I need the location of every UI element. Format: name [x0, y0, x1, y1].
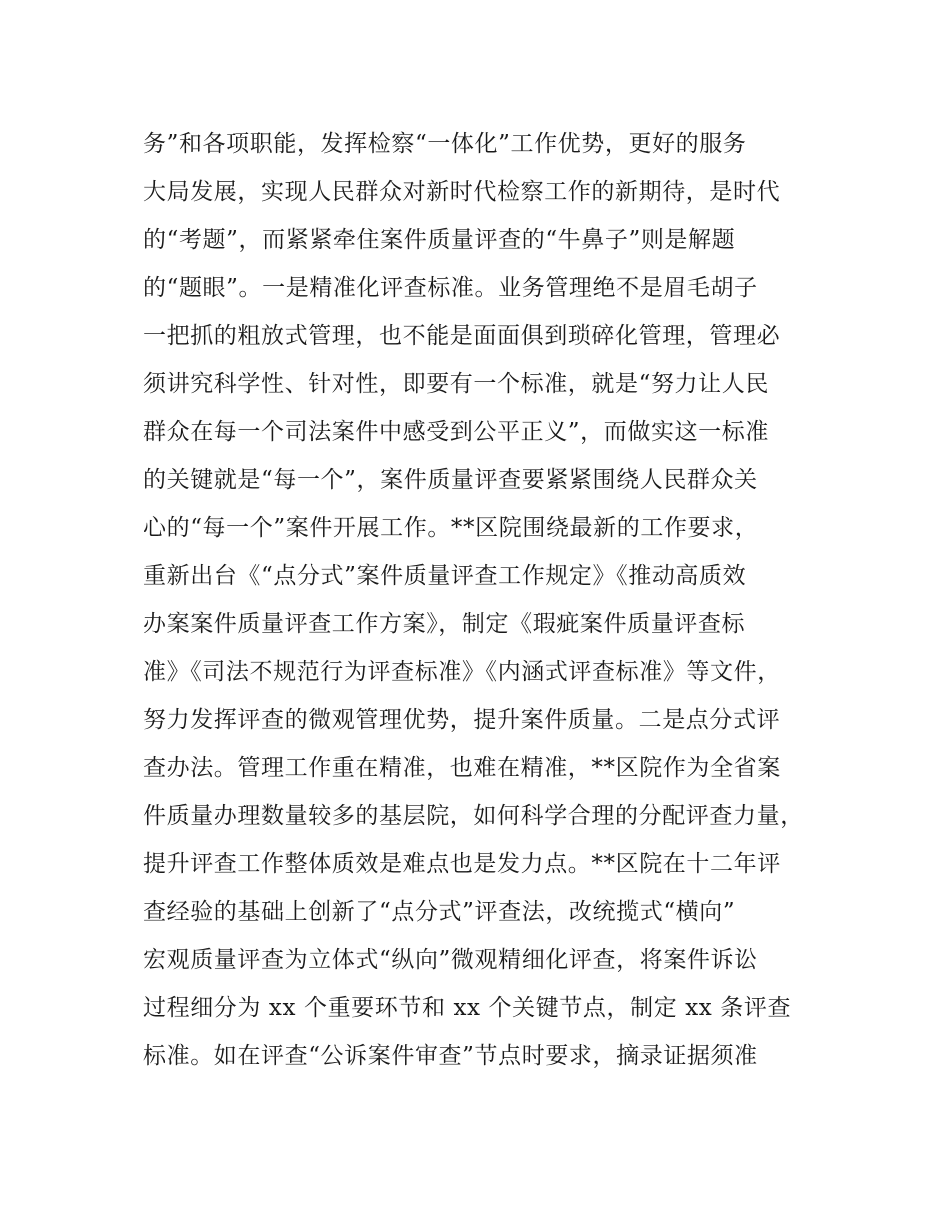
text-line: 标准。如在评查“公诉案件审查”节点时要求，摘录证据须准 [143, 1043, 758, 1069]
text-line: 努力发挥评查的微观管理优势，提升案件质量。二是点分式评 [143, 707, 781, 733]
text-line: 查经验的基础上创新了“点分式”评查法，改统揽式“横向” [143, 899, 736, 925]
text-line: 宏观质量评查为立体式“纵向”微观精细化评查，将案件诉讼 [143, 947, 758, 973]
text-line: 过程细分为 xx 个重要环节和 xx 个关键节点，制定 xx 条评查 [143, 995, 792, 1021]
text-line: 的“题眼”。一是精准化评查标准。业务管理绝不是眉毛胡子 [143, 275, 758, 301]
text-line: 一把抓的粗放式管理，也不能是面面俱到琐碎化管理，管理必 [143, 323, 781, 349]
text-line: 件质量办理数量较多的基层院，如何科学合理的分配评查力量， [143, 803, 804, 829]
text-line: 办案案件质量评查工作方案》，制定《瑕疵案件质量评查标 [143, 611, 746, 637]
text-line: 准》《司法不规范行为评查标准》《内涵式评查标准》等文件， [143, 659, 781, 685]
text-line: 查办法。管理工作重在精准，也难在精准，**区院作为全省案 [143, 755, 781, 781]
text-line: 群众在每一个司法案件中感受到公平正义”，而做实这一标准 [143, 419, 769, 445]
text-line: 心的“每一个”案件开展工作。**区院围绕最新的工作要求， [143, 515, 759, 541]
text-line: 提升评查工作整体质效是难点也是发力点。**区院在十二年评 [143, 851, 781, 877]
text-line: 重新出台《“点分式”案件质量评查工作规定》《推动高质效 [143, 563, 747, 589]
text-line: 务”和各项职能，发挥检察“一体化”工作优势，更好的服务 [143, 131, 747, 157]
text-line: 须讲究科学性、针对性，即要有一个标准，就是“努力让人民 [143, 371, 769, 397]
text-line: 的关键就是“每一个”，案件质量评查要紧紧围绕人民群众关 [143, 467, 758, 493]
text-line: 的“考题”，而紧紧牵住案件质量评查的“牛鼻子”则是解题 [143, 227, 736, 253]
text-line: 大局发展，实现人民群众对新时代检察工作的新期待，是时代 [143, 179, 781, 205]
body-text [143, 120, 833, 1080]
